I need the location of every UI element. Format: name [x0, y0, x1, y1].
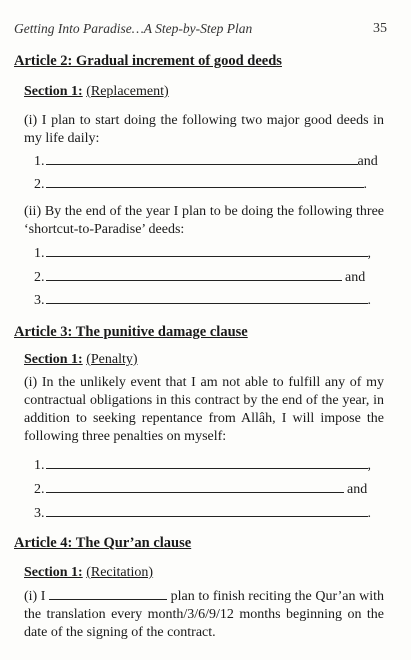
blank-line-item[interactable]: 3. .	[34, 293, 371, 308]
blank-line-item[interactable]: 1. ,	[34, 458, 371, 473]
section-note: (Penalty)	[86, 352, 138, 367]
article-3-section-1	[24, 352, 138, 368]
blank-line-item[interactable]: 1. and	[34, 154, 378, 169]
fill-in-blank[interactable]	[46, 152, 358, 165]
fill-in-blank[interactable]	[46, 291, 368, 304]
fill-in-blank[interactable]	[49, 588, 167, 600]
blank-line-item[interactable]: 2. .	[34, 177, 367, 192]
article-4-section-1	[24, 565, 153, 581]
article-2-heading: Article 2: Gradual increment of good deeds	[14, 53, 282, 69]
article-2-para-2: (ii) By the end of the year I plan to be doing the following three ‘shortcut-to-Paradise’ deeds:	[24, 204, 384, 237]
section-note: (Recitation)	[86, 565, 154, 580]
article-2-section-1	[24, 84, 169, 100]
fill-in-blank[interactable]	[46, 268, 342, 281]
article-4-para: (i) I plan to finish reciting the Qur’an with the translation every month/3/6/9/12 months beginning on the date of the signing of the contract.	[24, 589, 384, 640]
fill-in-blank[interactable]	[46, 456, 368, 469]
blank-line-item[interactable]: 1. ,	[34, 246, 371, 261]
article-3-heading: Article 3: The punitive damage clause	[14, 324, 248, 340]
section-note: (Replacement)	[86, 84, 169, 99]
fill-in-blank[interactable]	[46, 175, 364, 188]
running-title: Getting Into Paradise…A Step-by-Step Plan	[14, 21, 253, 36]
fill-in-blank[interactable]	[46, 504, 368, 517]
article-3-para: (i) In the unlikely event that I am not able to fulfill any of my contractual obligations in this contract by the end of the year, in addition to seeking repentance from Allâh, I will impose the following three penalties on myself:	[24, 375, 384, 444]
fill-in-blank[interactable]	[46, 480, 344, 493]
section-label: Section 1:	[24, 84, 83, 99]
blank-line-item[interactable]: 2. and	[34, 482, 368, 497]
section-label: Section 1:	[24, 565, 83, 580]
article-4-heading: Article 4: The Qur’an clause	[14, 535, 192, 551]
page-number: 35	[373, 21, 387, 36]
blank-line-item[interactable]: 3. .	[34, 506, 371, 521]
article-2-para-1: (i) I plan to start doing the following two major good deeds in my life daily:	[24, 113, 384, 146]
fill-in-blank[interactable]	[46, 244, 368, 257]
section-label: Section 1:	[24, 352, 83, 367]
blank-line-item[interactable]: 2. and	[34, 270, 366, 285]
